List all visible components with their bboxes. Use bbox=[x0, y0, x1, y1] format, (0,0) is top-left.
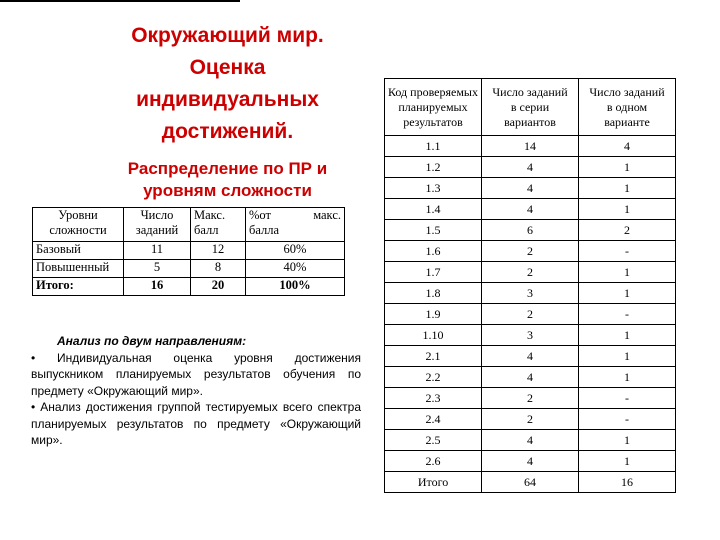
table-row bbox=[385, 451, 676, 472]
header-pct: %от макс. балла bbox=[246, 208, 345, 242]
cell-series: 4 bbox=[482, 178, 579, 199]
cell-series: 2 bbox=[482, 409, 579, 430]
cell-one: 4 bbox=[579, 136, 676, 157]
header-max: Макс. балл bbox=[191, 208, 246, 242]
table-row-total: Итого: 16 20 100% bbox=[33, 278, 345, 296]
analysis-heading: Анализ по двум направлениям: bbox=[57, 334, 247, 348]
cell-series: 2 bbox=[482, 304, 579, 325]
table-row bbox=[385, 304, 676, 325]
table-row bbox=[385, 157, 676, 178]
title-line-2: Оценка bbox=[189, 56, 266, 79]
cell-one: - bbox=[579, 388, 676, 409]
title-line-3: индивидуальных bbox=[136, 88, 319, 111]
difficulty-table bbox=[32, 207, 345, 296]
page-title bbox=[95, 20, 360, 202]
analysis-bullet-1: • Индивидуальная оценка уровня достижения выпускником планируемых результатов обучения по предмету «Окружающий мир». bbox=[31, 350, 361, 398]
analysis-text bbox=[31, 333, 361, 449]
table-row bbox=[385, 262, 676, 283]
cell-series: 2 bbox=[482, 241, 579, 262]
cell-code: 2.1 bbox=[385, 346, 482, 367]
table-row bbox=[385, 220, 676, 241]
header-level: Уровни сложности bbox=[33, 208, 124, 242]
cell-one: 1 bbox=[579, 367, 676, 388]
cell-series: 3 bbox=[482, 325, 579, 346]
cell-code: 2.6 bbox=[385, 451, 482, 472]
cell-series: 3 bbox=[482, 283, 579, 304]
header-one-variant: Число заданий в одном варианте bbox=[579, 79, 676, 136]
cell-one: 1 bbox=[579, 451, 676, 472]
cell-code: 1.4 bbox=[385, 199, 482, 220]
cell-code: 2.5 bbox=[385, 430, 482, 451]
header-count: Число заданий bbox=[124, 208, 191, 242]
table-row bbox=[385, 367, 676, 388]
table-row bbox=[385, 283, 676, 304]
results-table-header bbox=[385, 79, 676, 136]
results-table bbox=[384, 78, 676, 493]
cell-series: 4 bbox=[482, 346, 579, 367]
cell-code: 1.5 bbox=[385, 220, 482, 241]
cell-code: Итого bbox=[385, 472, 482, 493]
cell-series: 2 bbox=[482, 388, 579, 409]
analysis-bullet-2: • Анализ достижения группой тестируемых всего спектра планируемых результатов по предмету «Окружающий мир». bbox=[31, 400, 361, 447]
cell-code: 1.7 bbox=[385, 262, 482, 283]
cell-one: 1 bbox=[579, 346, 676, 367]
header-code: Код проверяемых планируемых результатов bbox=[385, 79, 482, 136]
cell-one: 1 bbox=[579, 262, 676, 283]
cell-series: 6 bbox=[482, 220, 579, 241]
cell-series: 4 bbox=[482, 157, 579, 178]
cell-series: 4 bbox=[482, 451, 579, 472]
cell-one: 1 bbox=[579, 199, 676, 220]
cell-code: 1.3 bbox=[385, 178, 482, 199]
cell-code: 2.4 bbox=[385, 409, 482, 430]
subtitle-line-2: уровням сложности bbox=[143, 181, 312, 200]
cell-code: 1.2 bbox=[385, 157, 482, 178]
cell-one: 1 bbox=[579, 325, 676, 346]
difficulty-table-header bbox=[33, 208, 345, 242]
table-row bbox=[385, 472, 676, 493]
cell-series: 4 bbox=[482, 430, 579, 451]
table-row: Повышенный 5 8 40% bbox=[33, 260, 345, 278]
table-row bbox=[385, 346, 676, 367]
results-table-body bbox=[385, 136, 676, 493]
cell-one: - bbox=[579, 409, 676, 430]
header-series: Число заданий в серии вариантов bbox=[482, 79, 579, 136]
table-row: Базовый 11 12 60% bbox=[33, 242, 345, 260]
title-line-1: Окружающий мир. bbox=[131, 24, 324, 47]
table-row bbox=[385, 409, 676, 430]
cell-code: 1.8 bbox=[385, 283, 482, 304]
cell-code: 1.9 bbox=[385, 304, 482, 325]
cell-code: 1.1 bbox=[385, 136, 482, 157]
table-row bbox=[385, 388, 676, 409]
table-row bbox=[385, 178, 676, 199]
cell-series: 4 bbox=[482, 367, 579, 388]
table-row bbox=[385, 136, 676, 157]
title-line-4: достижений. bbox=[161, 120, 294, 143]
cell-code: 2.3 bbox=[385, 388, 482, 409]
cell-series: 2 bbox=[482, 262, 579, 283]
cell-one: - bbox=[579, 241, 676, 262]
table-row bbox=[385, 430, 676, 451]
cell-series: 4 bbox=[482, 199, 579, 220]
cell-one: - bbox=[579, 304, 676, 325]
cell-code: 1.10 bbox=[385, 325, 482, 346]
cell-series: 14 bbox=[482, 136, 579, 157]
table-row bbox=[385, 325, 676, 346]
cell-one: 1 bbox=[579, 430, 676, 451]
cell-one: 2 bbox=[579, 220, 676, 241]
cell-code: 1.6 bbox=[385, 241, 482, 262]
cell-one: 16 bbox=[579, 472, 676, 493]
table-row bbox=[385, 199, 676, 220]
subtitle-line-1: Распределение по ПР и bbox=[127, 159, 328, 178]
table-row bbox=[385, 241, 676, 262]
cell-one: 1 bbox=[579, 178, 676, 199]
cell-series: 64 bbox=[482, 472, 579, 493]
top-divider bbox=[0, 0, 240, 2]
cell-one: 1 bbox=[579, 157, 676, 178]
cell-one: 1 bbox=[579, 283, 676, 304]
cell-code: 2.2 bbox=[385, 367, 482, 388]
